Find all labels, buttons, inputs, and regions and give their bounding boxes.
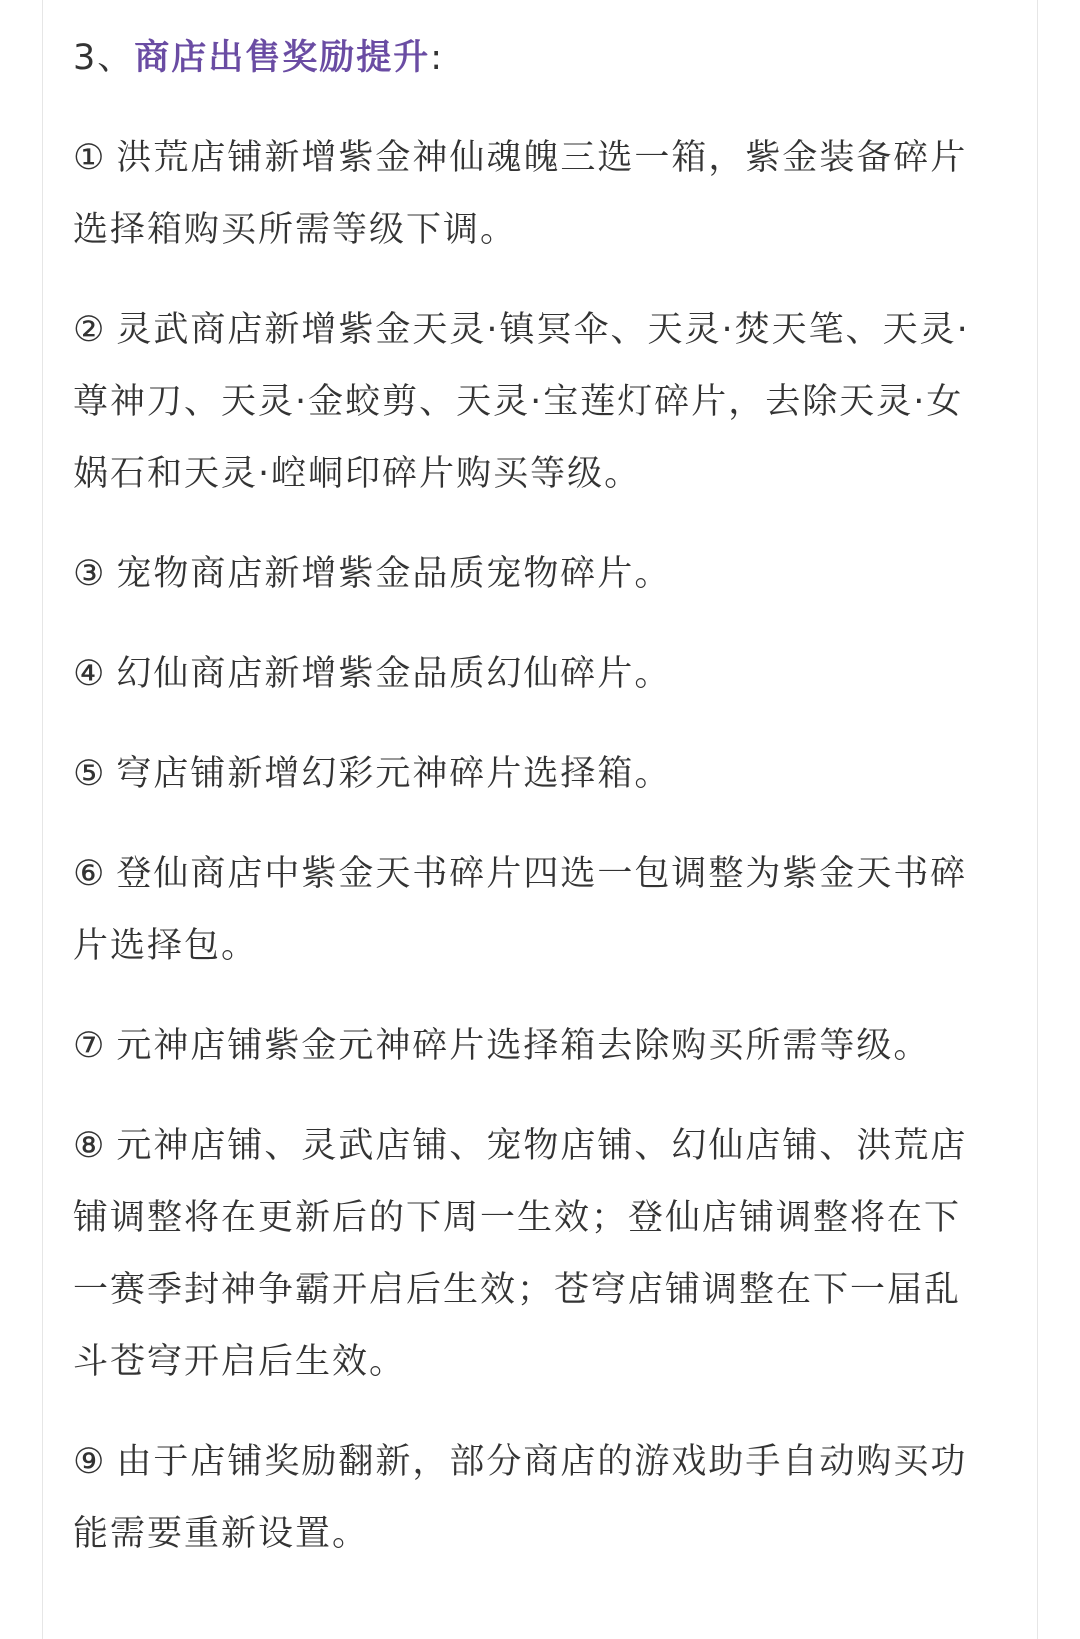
- item-text: 元神店铺紫金元神碎片选择箱去除购买所需等级。: [116, 1026, 931, 1066]
- list-item-3: [73, 538, 993, 610]
- item-marker: ②: [73, 310, 107, 350]
- item-text: 由于店铺奖励翻新，部分商店的游戏助手自动购买功能需要重新设置。: [73, 1442, 968, 1554]
- item-text: 灵武商店新增紫金天灵·镇冥伞、天灵·焚天笔、天灵·尊神刀、天灵·金蛟剪、天灵·宝莲灯碎片，去除天灵·女娲石和天灵·崆峒印碎片购买等级。: [73, 310, 970, 494]
- item-marker: ⑨: [73, 1442, 107, 1482]
- section-title: 商店出售奖励提升: [134, 38, 431, 78]
- item-marker: ⑤: [73, 754, 107, 794]
- list-item-6: [73, 838, 993, 982]
- item-marker: ③: [73, 554, 107, 594]
- item-marker: ⑥: [73, 854, 107, 894]
- section-heading: [73, 22, 993, 94]
- list-item-2: [73, 294, 993, 510]
- item-text: 穹店铺新增幻彩元神碎片选择箱。: [116, 754, 672, 794]
- item-text: 元神店铺、灵武店铺、宠物店铺、幻仙店铺、洪荒店铺调整将在更新后的下周一生效；登仙店铺调整将在下一赛季封神争霸开启后生效；苍穹店铺调整在下一届乱斗苍穹开启后生效。: [73, 1126, 968, 1382]
- item-marker: ①: [73, 138, 107, 178]
- list-item-4: [73, 638, 993, 710]
- item-marker: ⑧: [73, 1126, 107, 1166]
- item-text: 幻仙商店新增紫金品质幻仙碎片。: [116, 654, 672, 694]
- item-marker: ⑦: [73, 1026, 107, 1066]
- item-text: 宠物商店新增紫金品质宠物碎片。: [116, 554, 672, 594]
- list-item-9: [73, 1426, 993, 1570]
- list-item-5: [73, 738, 993, 810]
- item-marker: ④: [73, 654, 107, 694]
- section-colon: :: [430, 38, 445, 78]
- list-item-1: [73, 122, 993, 266]
- section-number: 3、: [73, 38, 135, 78]
- article-content: [73, 0, 993, 1570]
- list-item-8: [73, 1110, 993, 1398]
- item-text: 洪荒店铺新增紫金神仙魂魄三选一箱，紫金装备碎片选择箱购买所需等级下调。: [73, 138, 968, 250]
- item-text: 登仙商店中紫金天书碎片四选一包调整为紫金天书碎片选择包。: [73, 854, 968, 966]
- list-item-7: [73, 1010, 993, 1082]
